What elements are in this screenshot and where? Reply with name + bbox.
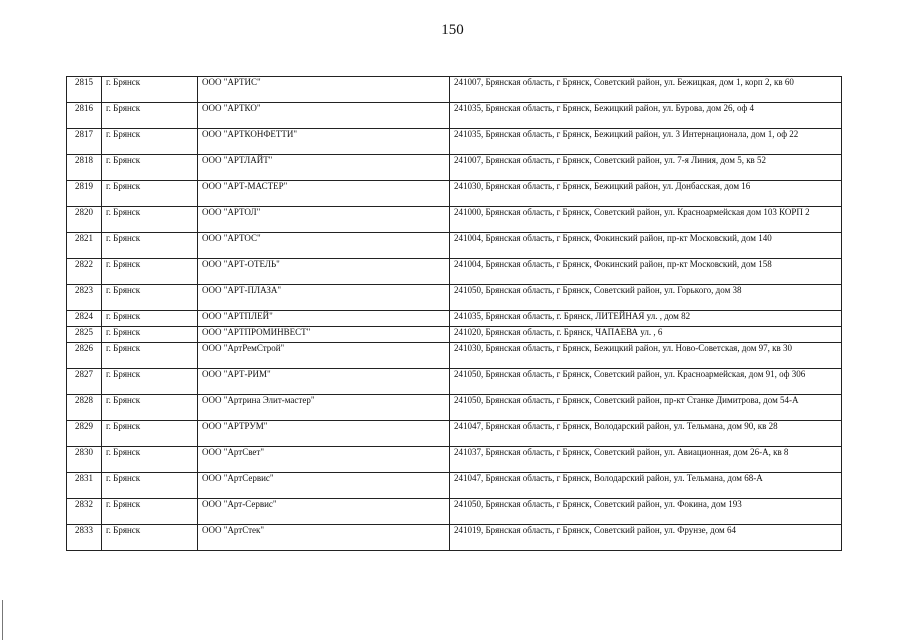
address-cell: 241019, Брянская область, г Брянск, Советский район, ул. Фрунзе, дом 64 [450, 525, 842, 551]
table-row [67, 499, 842, 525]
row-number: 2821 [67, 233, 102, 259]
organization-cell: ООО "АРТКО" [198, 103, 450, 129]
address-cell: 241035, Брянская область, г Брянск, Бежицкий район, ул. 3 Интернационала, дом 1, оф 22 [450, 129, 842, 155]
city-cell: г. Брянск [102, 473, 198, 499]
address-cell: 241047, Брянская область, г Брянск, Володарский район, ул. Тельмана, дом 90, кв 28 [450, 421, 842, 447]
row-number: 2825 [67, 327, 102, 343]
city-cell: г. Брянск [102, 447, 198, 473]
row-number: 2822 [67, 259, 102, 285]
city-cell: г. Брянск [102, 285, 198, 311]
address-cell: 241007, Брянская область, г Брянск, Советский район, ул. Бежицкая, дом 1, корп 2, кв 60 [450, 77, 842, 103]
page-number: 150 [441, 22, 464, 38]
row-number: 2833 [67, 525, 102, 551]
organization-cell: ООО "АРТОС" [198, 233, 450, 259]
city-cell: г. Брянск [102, 369, 198, 395]
address-cell: 241004, Брянская область, г Брянск, Фокинский район, пр-кт Московский, дом 158 [450, 259, 842, 285]
address-cell: 241050, Брянская область, г Брянск, Советский район, ул. Фокина, дом 193 [450, 499, 842, 525]
city-cell: г. Брянск [102, 311, 198, 327]
table-row [67, 421, 842, 447]
organization-cell: ООО "АРТ-ПЛАЗА" [198, 285, 450, 311]
organization-cell: ООО "Артрина Элит-мастер" [198, 395, 450, 421]
city-cell: г. Брянск [102, 233, 198, 259]
row-number: 2829 [67, 421, 102, 447]
city-cell: г. Брянск [102, 155, 198, 181]
row-number: 2824 [67, 311, 102, 327]
row-number: 2823 [67, 285, 102, 311]
city-cell: г. Брянск [102, 327, 198, 343]
organization-cell: ООО "АРТ-ОТЕЛЬ" [198, 259, 450, 285]
table-row [67, 327, 842, 343]
row-number: 2815 [67, 77, 102, 103]
row-number: 2828 [67, 395, 102, 421]
address-cell: 241007, Брянская область, г Брянск, Советский район, ул. 7-я Линия, дом 5, кв 52 [450, 155, 842, 181]
organization-cell: ООО "АРТРУМ" [198, 421, 450, 447]
row-number: 2827 [67, 369, 102, 395]
row-number: 2816 [67, 103, 102, 129]
city-cell: г. Брянск [102, 525, 198, 551]
organization-cell: ООО "АртРемСтрой" [198, 343, 450, 369]
organization-cell: ООО "АРТПРОМИНВЕСТ" [198, 327, 450, 343]
address-cell: 241035, Брянская область, г Брянск, Бежицкий район, ул. Бурова, дом 26, оф 4 [450, 103, 842, 129]
organization-cell: ООО "Арт-Сервис" [198, 499, 450, 525]
row-number: 2817 [67, 129, 102, 155]
organization-cell: ООО "АРТПЛЕЙ" [198, 311, 450, 327]
table-row [67, 285, 842, 311]
address-cell: 241004, Брянская область, г Брянск, Фокинский район, пр-кт Московский, дом 140 [450, 233, 842, 259]
table-row [67, 207, 842, 233]
row-number: 2830 [67, 447, 102, 473]
city-cell: г. Брянск [102, 77, 198, 103]
address-cell: 241050, Брянская область, г Брянск, Советский район, ул. Горького, дом 38 [450, 285, 842, 311]
table-row [67, 259, 842, 285]
organization-cell: ООО "АртСервис" [198, 473, 450, 499]
table-row [67, 155, 842, 181]
city-cell: г. Брянск [102, 103, 198, 129]
organization-cell: ООО "АРТОЛ" [198, 207, 450, 233]
row-number: 2826 [67, 343, 102, 369]
address-cell: 241050, Брянская область, г Брянск, Советский район, пр-кт Станке Димитрова, дом 54-А [450, 395, 842, 421]
table-row [67, 311, 842, 327]
city-cell: г. Брянск [102, 343, 198, 369]
table-row [67, 447, 842, 473]
registry-table [66, 76, 842, 551]
page-edge-rule [2, 600, 3, 640]
row-number: 2820 [67, 207, 102, 233]
row-number: 2831 [67, 473, 102, 499]
address-cell: 241000, Брянская область, г Брянск, Советский район, ул. Красноармейская дом 103 КОРП 2 [450, 207, 842, 233]
city-cell: г. Брянск [102, 499, 198, 525]
address-cell: 241050, Брянская область, г Брянск, Советский район, ул. Красноармейская, дом 91, оф 306 [450, 369, 842, 395]
organization-cell: ООО "АРТ-МАСТЕР" [198, 181, 450, 207]
row-number: 2819 [67, 181, 102, 207]
table-row [67, 103, 842, 129]
table-row [67, 129, 842, 155]
table-row [67, 369, 842, 395]
table-row [67, 181, 842, 207]
city-cell: г. Брянск [102, 421, 198, 447]
city-cell: г. Брянск [102, 259, 198, 285]
row-number: 2832 [67, 499, 102, 525]
address-cell: 241047, Брянская область, г Брянск, Володарский район, ул. Тельмана, дом 68-А [450, 473, 842, 499]
row-number: 2818 [67, 155, 102, 181]
table-row [67, 77, 842, 103]
table-row [67, 473, 842, 499]
organization-cell: ООО "АРТКОНФЕТТИ" [198, 129, 450, 155]
organization-cell: ООО "АртСтек" [198, 525, 450, 551]
address-cell: 241030, Брянская область, г Брянск, Бежицкий район, ул. Ново-Советская, дом 97, кв 30 [450, 343, 842, 369]
city-cell: г. Брянск [102, 129, 198, 155]
organization-cell: ООО "АРТЛАЙТ" [198, 155, 450, 181]
table-row [67, 395, 842, 421]
table-row [67, 233, 842, 259]
city-cell: г. Брянск [102, 207, 198, 233]
city-cell: г. Брянск [102, 395, 198, 421]
address-cell: 241020, Брянская область, г. Брянск, ЧАПАЕВА ул. , 6 [450, 327, 842, 343]
city-cell: г. Брянск [102, 181, 198, 207]
organization-cell: ООО "АртСвет" [198, 447, 450, 473]
address-cell: 241037, Брянская область, г Брянск, Советский район, ул. Авиационная, дом 26-А, кв 8 [450, 447, 842, 473]
address-cell: 241035, Брянская область, г. Брянск, ЛИТЕЙНАЯ ул. , дом 82 [450, 311, 842, 327]
address-cell: 241030, Брянская область, г Брянск, Бежицкий район, ул. Донбасская, дом 16 [450, 181, 842, 207]
organization-cell: ООО "АРТИС" [198, 77, 450, 103]
table-row [67, 343, 842, 369]
table-row [67, 525, 842, 551]
organization-cell: ООО "АРТ-РИМ" [198, 369, 450, 395]
